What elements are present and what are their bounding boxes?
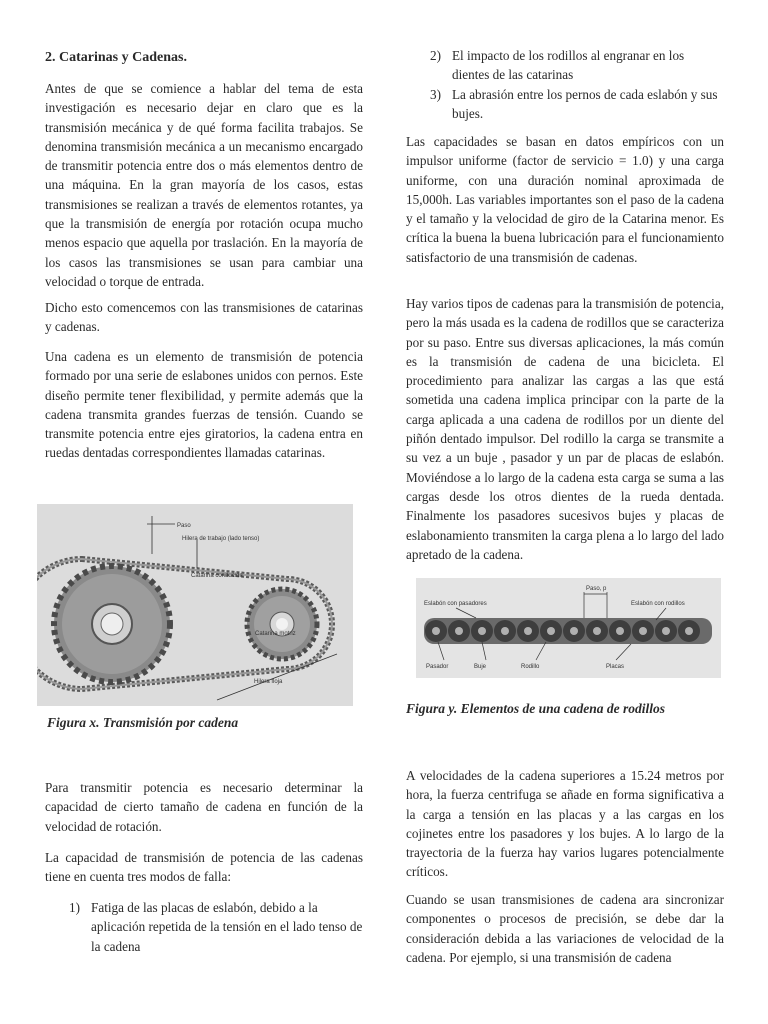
paragraph-intro-catarinas: Dicho esto comencemos con las transmisiones de catarinas y cadenas. [45, 300, 363, 335]
label-placas: Placas [606, 664, 625, 670]
failure-modes-list-right [406, 46, 724, 123]
figure-y-caption: Figura y. Elementos de una cadena de rodillos [406, 701, 666, 716]
paragraph-capacidad: Para transmitir potencia es necesario determinar la capacidad de cierto tamaño de cadena en función de la velocidad de rotación. [45, 780, 363, 834]
label-pasador: Pasador [426, 664, 449, 670]
label-rodillo: Rodillo [521, 664, 540, 670]
label-eslabon-pasadores: Eslabón con pasadores [424, 601, 487, 607]
paragraph-velocidades: A velocidades de la cadena superiores a 15.24 metros por hora, la fuerza centrifuga se añade en forma significativa a la carga a tensión en las placas y a las cargas en los cojinetes entre los pasadores y los bujes. A lo largo de la trayectoria de la fuerza hay varios lugares potencialmente críticos. [406, 768, 724, 880]
paragraph-tipos-cadenas: Hay varios tipos de cadenas para la transmisión de potencia, pero la más usada es la cadena de rodillos que se caracteriza por su paso. Entre sus diversas aplicaciones, la más común es la transmisión de cadena de una bicicleta. El procedimiento para analizar las cargas a las que está sometida una cadena implica principar con la parte de la carga aplicada a una cadena de rodillos por un diente del piñón dentado impulsor. Del rodillo la carga se transmite a su vez a un buje , pasador y un par de placas de eslabón. Moviéndose a lo largo de la cadena esta carga se suma a las cargas desde los otros dientes de la rueda dentada. Finalmente los pasadores sucesivos bujes y placas de eslabonamiento transmiten la carga plena a lo largo del lado apretado de la cadena. [406, 296, 724, 562]
paragraph-transmision-mecanica: Antes de que se comience a hablar del tema de esta investigación es necesario dejar en claro que es la transmisión mecánica y de qué forma facilita trabajos. Se denomina transmisión mecánica a un mecanismo encargado de transmitir potencia entre dos o más elementos dentro de una máquina. En la gran mayoría de los casos, estas transmisiones se realizan a través de elementos rotantes, ya que la transmisión de energía por rotación ocupa mucho menos espacio que aquella por traslación. En la mayoría de los casos las transmisiones se usan para cambiar una velocidad o torque de entrada. [45, 81, 363, 289]
paragraph-capacidades: Las capacidades se basan en datos empíricos con un impulsor uniforme (factor de servicio = 1.0) y una carga uniforme, con una duración nominal aproximada de 15,000h. Las variables importantes son el paso de la cadena y el tamaño y la velocidad de giro de la Catarina menor. Es crítica la buena la buena lubricación para el funcionamiento satisfactorio de una transmisión de cadenas. [406, 134, 724, 265]
paragraph-modos-falla: La capacidad de transmisión de potencia de las cadenas tiene en cuenta tres modos de falla: [45, 850, 363, 885]
list-item-number: 1) [69, 900, 80, 915]
label-eslabon-rodillos: Eslabón con rodillos [631, 601, 685, 607]
list-item [406, 85, 724, 124]
section-heading: 2. Catarinas y Cadenas. [45, 50, 187, 65]
figure-y-roller-chain-image [416, 578, 721, 678]
list-item-number: 2) [430, 48, 441, 63]
list-item-text: La abrasión entre los pernos de cada eslabón y sus bujes. [452, 86, 718, 121]
label-hilera-trabajo: Hilera de trabajo (lado tenso) [182, 536, 260, 542]
label-catarina-conducida: Catarina conducida [191, 573, 243, 579]
figure-x-caption: Figura x. Transmisión por cadena [47, 715, 239, 730]
list-item-number: 3) [430, 86, 441, 102]
label-catarina-motriz: Catarina motriz [255, 631, 296, 637]
list-item-text: El impacto de los rodillos al engranar en los dientes de las catarinas [452, 48, 685, 83]
label-buje: Buje [474, 664, 487, 670]
figure-x-chain-drive-image [37, 504, 353, 706]
paragraph-sincronizar: Cuando se usan transmisiones de cadena ara sincronizar componentes o procesos de precisión, se debe dar la consideración debida a las variaciones de velocidad de la cadena. Por ejemplo, si una transmisión de cadena [406, 892, 724, 965]
label-paso: Paso [177, 523, 191, 529]
list-item [45, 898, 363, 956]
list-item [406, 46, 724, 85]
label-paso-p: Paso, p [586, 586, 607, 592]
failure-modes-list-left [45, 898, 363, 956]
label-hilera-floja: Hilera floja [254, 679, 283, 685]
paragraph-definicion-cadena: Una cadena es un elemento de transmisión de potencia formado por una serie de eslabones unidos con pernos. Este diseño permite tener flexibilidad, y permite además que la cadena transmita grandes fuerzas de tensión. Cuando se transmite potencia entre ejes giratorios, la cadena entra en ruedas dentadas correspondientes llamadas catarinas. [45, 349, 363, 461]
list-item-text: Fatiga de las placas de eslabón, debido a la aplicación repetida de la tensión en el lado tenso de la cadena [91, 900, 363, 954]
